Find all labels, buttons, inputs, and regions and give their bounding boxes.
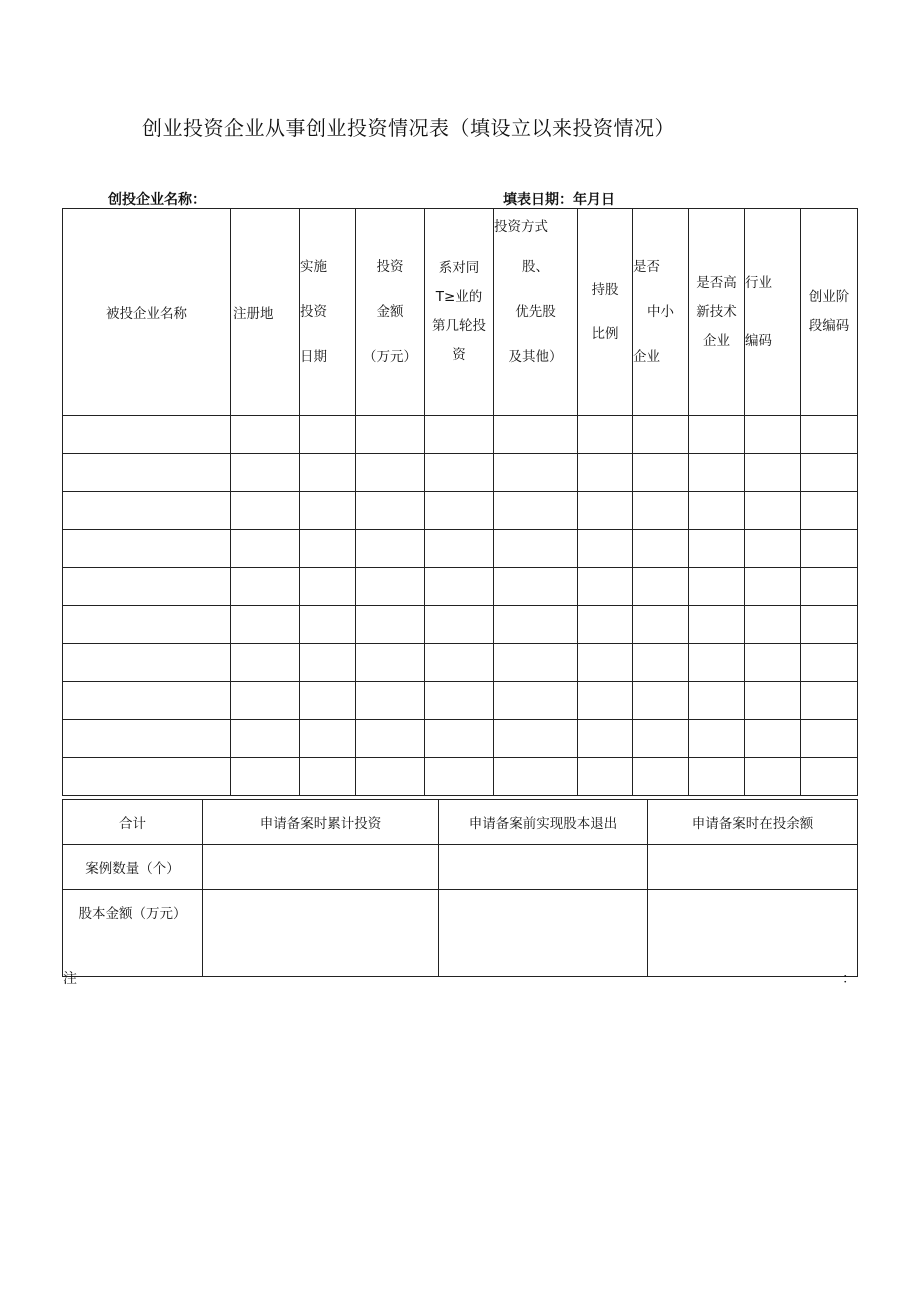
header-is-high-tech: 是否高 新技术 企业 [689, 209, 745, 416]
summary-col-cumulative: 申请备案时累计投资 [203, 800, 439, 845]
table-row [63, 758, 858, 796]
equity-amount-label: 股本金额（万元） [63, 890, 203, 977]
fill-date-label: 填表日期：年月日 [503, 192, 615, 208]
table-row [63, 644, 858, 682]
header-investment-date: 实施 投资 日期 [300, 209, 356, 416]
header-investee-name: 被投企业名称 [63, 209, 231, 416]
table-row [63, 720, 858, 758]
summary-col-balance: 申请备案时在投余额 [648, 800, 858, 845]
header-investment-method: 投资方式 股、 优先股 及其他） [494, 209, 578, 416]
table-row [63, 530, 858, 568]
note-colon: ： [842, 971, 856, 987]
header-registered-place: 注册地 [231, 209, 300, 416]
table-row [63, 454, 858, 492]
table-row [63, 492, 858, 530]
note-label: 注 [63, 971, 77, 987]
header-row [63, 209, 858, 416]
summary-col-exit: 申请备案前实现股本退出 [439, 800, 648, 845]
header-industry-code: 行业 编码 [745, 209, 801, 416]
table-row [63, 606, 858, 644]
header-shareholding-ratio: 持股 比例 [578, 209, 633, 416]
table-row [63, 568, 858, 606]
table-row [63, 682, 858, 720]
header-investment-amount: 投资 金额 （万元） [356, 209, 425, 416]
page-title: 创业投资企业从事创业投资情况表（填设立以来投资情况） [142, 116, 675, 140]
table-row [63, 416, 858, 454]
investment-table [62, 208, 858, 796]
summary-table [62, 799, 858, 977]
header-is-sme: 是否 中小 企业 [633, 209, 689, 416]
total-label: 合计 [63, 800, 203, 845]
header-investment-round: 系对同 T≥业的 第几轮投 资 [425, 209, 494, 416]
summary-header-row [63, 800, 858, 845]
summary-row-equity-amount [63, 890, 858, 977]
summary-row-case-count [63, 845, 858, 890]
header-stage-code: 创业阶 段编码 [801, 209, 858, 416]
case-count-label: 案例数量（个） [63, 845, 203, 890]
company-name-label: 创投企业名称： [108, 192, 206, 208]
